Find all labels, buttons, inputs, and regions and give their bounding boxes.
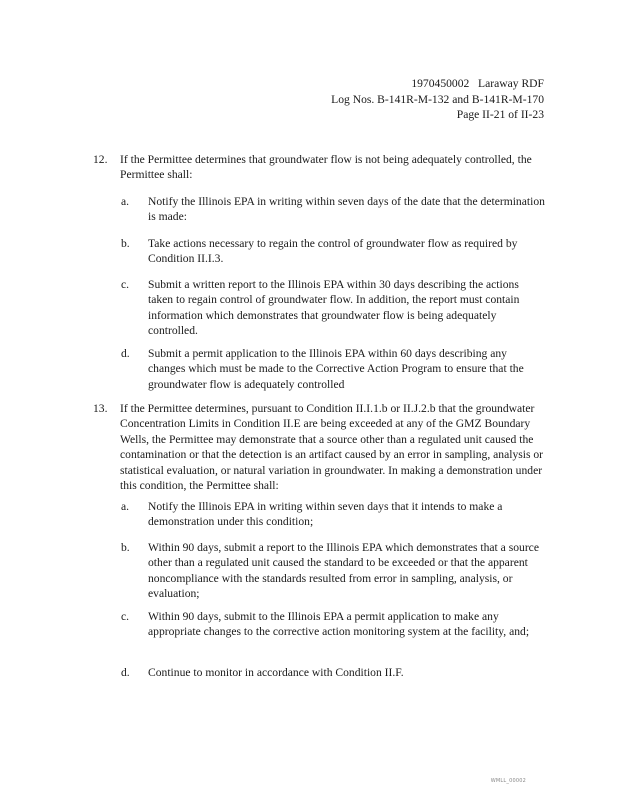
subitem-13a	[121, 499, 545, 530]
subitem-12d	[121, 346, 545, 392]
item-number: 13.	[93, 402, 108, 415]
bates-stamp: WMLL_00002	[490, 778, 526, 784]
subitem-12b	[121, 236, 545, 267]
header-log-numbers: Log Nos. B-141R-M-132 and B-141R-M-170	[331, 92, 544, 106]
subitem-13d	[121, 665, 545, 680]
header-page-number: Page II-21 of II-23	[456, 108, 544, 121]
subitem-text: Within 90 days, submit to the Illinois EPA a permit application to make any appropriate changes to the corrective action monitoring system at the facility, and;	[148, 610, 530, 639]
subitem-letter: c.	[121, 610, 130, 623]
subitem-text: Notify the Illinois EPA in writing within seven days of the date that the determination is made:	[148, 195, 545, 224]
subitem-letter: b.	[121, 541, 130, 554]
condition-item-12	[93, 152, 545, 183]
subitem-12a	[121, 194, 545, 225]
subitem-12c	[121, 277, 545, 339]
subitem-text: Take actions necessary to regain the control of groundwater flow as required by Condition II.I.3.	[148, 237, 518, 266]
item-text: If the Permittee determines that groundwater flow is not being adequately controlled, the Permittee shall:	[120, 153, 532, 182]
subitem-text: Submit a written report to the Illinois EPA within 30 days describing the actions taken to regain control of groundwater flow. In addition, the report must contain information which demonstrates that groundwater flow is being adequately controlled.	[148, 278, 520, 338]
subitem-letter: a.	[121, 195, 130, 208]
subitem-letter: c.	[121, 278, 130, 291]
item-text: If the Permittee determines, pursuant to Condition II.I.1.b or II.J.2.b that the groundwater Concentration Limits in Condition II.E are being exceeded at any of the GMZ Boundary Wells, the Permittee may demonstrate that a source other than a regulated unit caused the contamination or that the detection is an artifact caused by an error in sampling, analysis or statistical evaluation, or natural variation in groundwater. In making a demonstration under this condition, the Permittee shall:	[120, 402, 544, 493]
subitem-text: Continue to monitor in accordance with Condition II.F.	[148, 666, 404, 679]
subitem-13b	[121, 540, 545, 602]
item-number: 12.	[93, 153, 108, 166]
subitem-letter: d.	[121, 347, 130, 360]
subitem-text: Notify the Illinois EPA in writing within seven days that it intends to make a demonstration under this condition;	[148, 500, 503, 529]
subitem-text: Submit a permit application to the Illinois EPA within 60 days describing any changes which must be made to the Corrective Action Program to ensure that the groundwater flow is adequately controlled	[148, 347, 524, 391]
header-facility-line: 1970450002 Laraway RDF	[411, 77, 544, 90]
subitem-letter: b.	[121, 237, 130, 250]
subitem-letter: d.	[121, 666, 130, 679]
subitem-text: Within 90 days, submit a report to the Illinois EPA which demonstrates that a source other than a regulated unit caused the standard to be exceeded or that the apparent noncompliance with the standards resulted from error in sampling, analysis, or evaluation;	[148, 541, 539, 601]
subitem-letter: a.	[121, 500, 130, 513]
subitem-13c	[121, 609, 545, 640]
condition-item-13	[93, 401, 545, 493]
page-header	[331, 76, 544, 123]
